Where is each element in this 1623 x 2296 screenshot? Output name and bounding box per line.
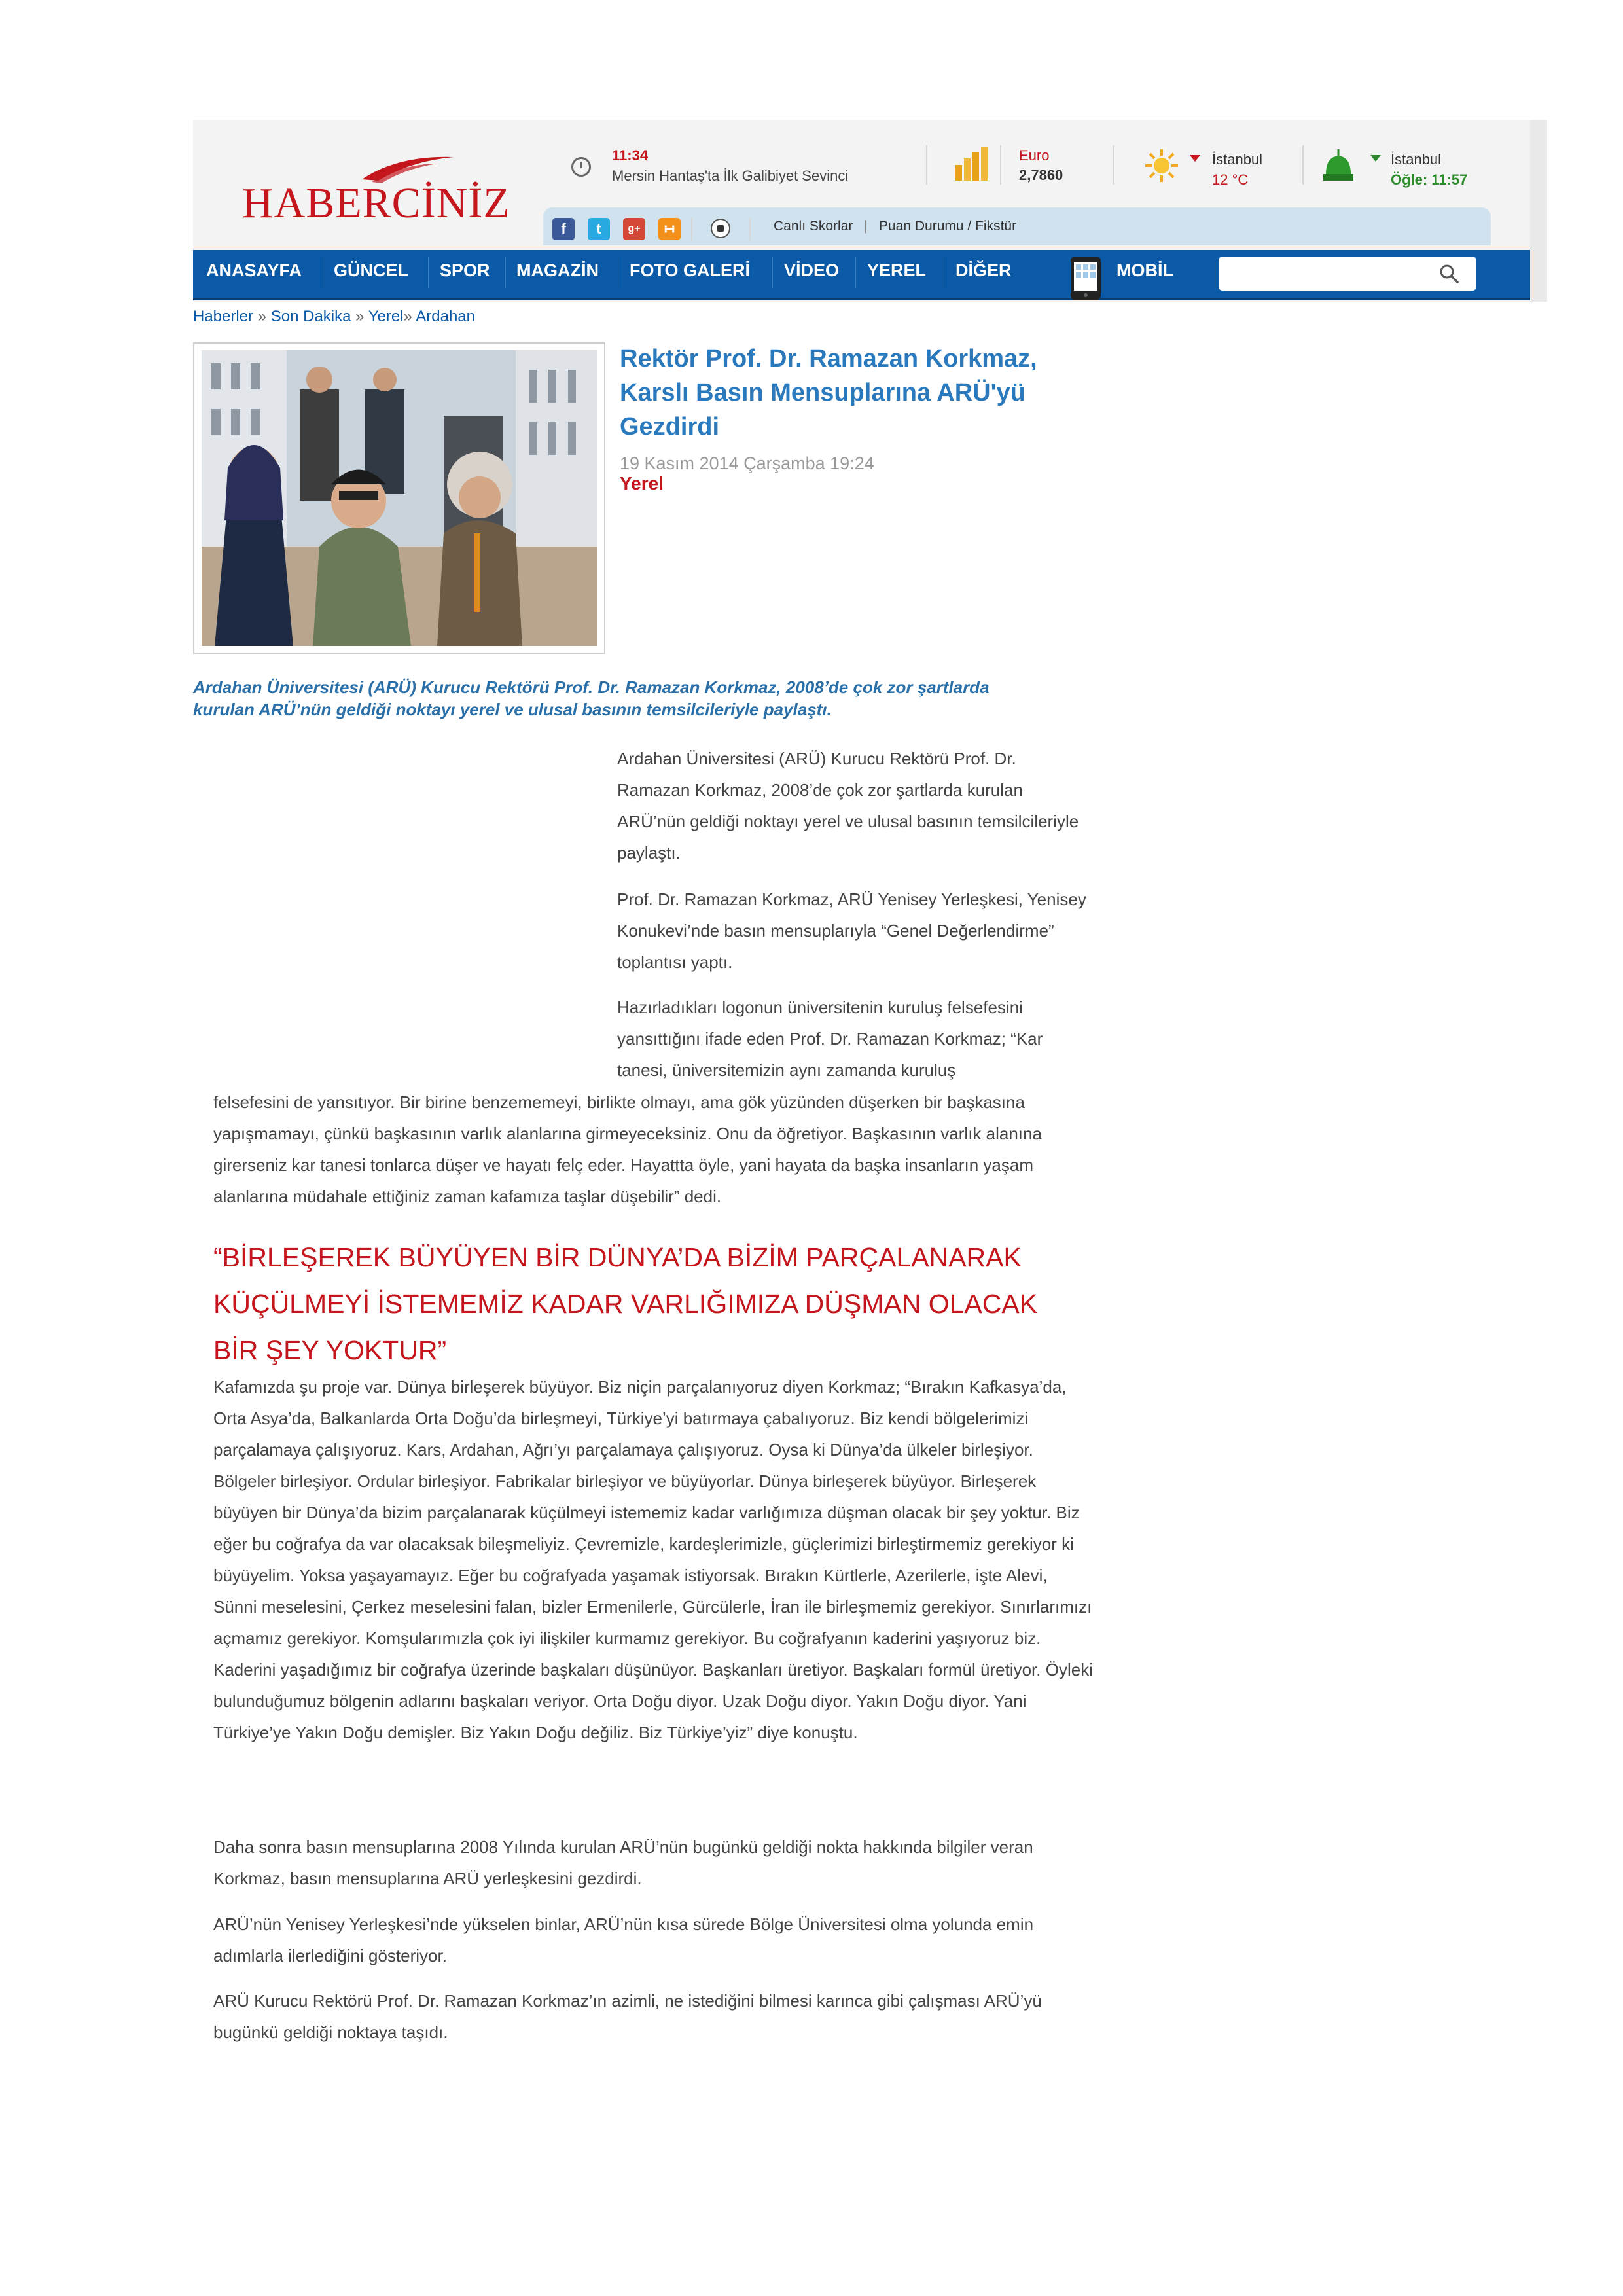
mosque-icon <box>1321 148 1356 183</box>
nav-item-spor[interactable]: SPOR <box>440 260 490 280</box>
nav-item-diger[interactable]: DİĞER <box>955 260 1012 280</box>
nav-item-yerel[interactable]: YEREL <box>867 260 927 280</box>
nav-item-foto-galeri[interactable]: FOTO GALERİ <box>630 260 751 280</box>
divider <box>749 218 751 240</box>
nav-divider <box>855 257 856 288</box>
article-paragraph: Hazırladıkları logonun üniversitenin kuruluş felsefesini yansıttığını ifade eden Prof. Dr. Ramazan Korkmaz; “Kar tanesi, üniversitemizin aynı zamanda kuruluş <box>617 997 1043 1080</box>
nav-divider <box>505 257 506 288</box>
news-ticker-time: 11:34 <box>612 147 649 164</box>
nav-item-guncel[interactable]: GÜNCEL <box>334 260 408 280</box>
breadcrumb-son-dakika[interactable]: Son Dakika <box>270 308 351 325</box>
standings-fixture-link[interactable]: Puan Durumu / Fikstür <box>879 219 1017 234</box>
soccer-ball-icon <box>711 219 730 238</box>
prayer-city[interactable]: İstanbul <box>1391 151 1442 168</box>
divider <box>1302 145 1304 185</box>
article-paragraph: felsefesini de yansıtıyor. Bir birine benzememeyi, birlikte olmayı, ama gök yüzünden düşerken bir başkasına yapışmamayı, çünkü başkasının varlık alanlarına girmeyeceksiniz. Onu da öğretiyor. Başkasının varlık alanına girerseniz kar tanesi tonlarca düşer ve hayatı felç eder. Hayattta öyle, yani hayata da başka insanların yaşam alanlarına müdahale ettiğiniz zaman kafamıza taşlar düşebilir” dedi. <box>213 1092 1042 1206</box>
currency-chart-icon <box>954 145 988 182</box>
search-icon[interactable] <box>1437 262 1461 285</box>
nav-item-magazin[interactable]: MAGAZİN <box>516 260 599 280</box>
divider <box>926 145 927 185</box>
prayer-city-dropdown-icon[interactable] <box>1370 155 1381 162</box>
article-paragraph: Prof. Dr. Ramazan Korkmaz, ARÜ Yenisey Yerleşkesi, Yenisey Konukevi’nde basın mensuplarıyla “Genel Değerlendirme” toplantısı yaptı. <box>617 889 1086 972</box>
logo-text: HABERCİNİZ <box>242 179 510 227</box>
nav-divider <box>772 257 773 288</box>
article-summary: Ardahan Üniversitesi (ARÜ) Kurucu Rektörü Prof. Dr. Ramazan Korkmaz, 2008’de çok zor şartlarda kurulan ARÜ’nün geldiği noktayı yerel ve ulusal basının temsilcileriyle paylaştı. <box>193 677 990 719</box>
divider <box>1113 145 1114 185</box>
article-date: 19 Kasım 2014 Çarşamba 19:24 <box>620 454 874 473</box>
breadcrumb <box>193 308 475 326</box>
divider <box>691 218 692 240</box>
breadcrumb-separator: » <box>253 308 271 325</box>
currency-name: Euro <box>1019 147 1050 164</box>
facebook-icon[interactable]: f <box>552 218 575 240</box>
breadcrumb-yerel[interactable]: Yerel <box>368 308 404 325</box>
mobile-phone-icon <box>1065 254 1107 301</box>
site-logo[interactable] <box>242 152 510 227</box>
clock-icon <box>571 157 591 177</box>
google-plus-icon[interactable]: g+ <box>623 218 645 240</box>
article-photo[interactable] <box>202 350 597 646</box>
social-links-bar <box>543 207 1491 245</box>
quote-heading: “BİRLEŞEREK BÜYÜYEN BİR DÜNYA’DA BİZİM PARÇALANARAK KÜÇÜLMEYİ İSTEMEMİZ KADAR VARLIĞIMIZA DÜŞMAN OLACAK BİR ŞEY YOKTUR” <box>213 1242 1038 1365</box>
breadcrumb-ardahan[interactable]: Ardahan <box>416 308 475 325</box>
news-ticker-headline[interactable]: Mersin Hantaş'ta İlk Galibiyet Sevinci <box>612 168 849 184</box>
nav-item-video[interactable]: VİDEO <box>784 260 840 280</box>
twitter-icon[interactable]: t <box>588 218 610 240</box>
breadcrumb-separator: » <box>351 308 368 325</box>
rss-icon[interactable]: ∺ <box>658 218 681 240</box>
article-category[interactable]: Yerel <box>620 473 664 493</box>
breadcrumb-separator: » <box>403 308 416 325</box>
prayer-time: Öğle: 11:57 <box>1391 171 1468 188</box>
live-scores-link[interactable]: Canlı Skorlar <box>774 219 853 234</box>
article-paragraph: Ardahan Üniversitesi (ARÜ) Kurucu Rektörü Prof. Dr. Ramazan Korkmaz, 2008’de çok zor şartlarda kurulan ARÜ’nün geldiği noktayı yerel ve ulusal basının temsilcileriyle paylaştı. <box>617 749 1079 863</box>
sun-icon <box>1144 148 1179 183</box>
nav-item-mobil[interactable]: MOBİL <box>1116 260 1173 280</box>
link-separator: | <box>864 219 868 234</box>
nav-item-anasayfa[interactable]: ANASAYFA <box>206 260 302 280</box>
article-paragraph: ARÜ Kurucu Rektörü Prof. Dr. Ramazan Korkmaz’ın azimli, ne istediğini bilmesi karınca gibi çalışması ARÜ’yü bugünkü geldiği noktaya taşıdı. <box>213 1991 1042 2042</box>
article-title: Rektör Prof. Dr. Ramazan Korkmaz, Karslı Basın Mensuplarına ARÜ'yü Gezdirdi <box>620 345 1037 440</box>
divider <box>1000 145 1001 185</box>
article-paragraph: Kafamızda şu proje var. Dünya birleşerek büyüyor. Biz niçin parçalanıyoruz diyen Korkmaz; “Bırakın Kafkasya’da, Orta Asya’da, Balkanlarda Orta Doğu’da birleşmeyi, Türkiye’yi batırmaya çabalıyoruz. Biz kendi bölgelerimizi parçalamaya çalışıyoruz. Kars, Ardahan, Ağrı’yı parçalamaya çalışıyoruz. Oysa ki Dünya’da ülkeler birleşiyor. Bölgeler birleşiyor. Ordular birleşiyor. Fabrikalar birleşiyor ve büyüyorlar. Dünya birleşerek büyüyor. Birleşerek büyüyen bir Dünya’da bizim parçalanarak küçülmeyi istememiz kadar varlığımıza düşman olacak bir şey yoktur. Biz eğer bu coğrafya da var olacaksak bileşmeliyiz. Çevremizle, kardeşlerimizle, güçlerimizi birleştirmemiz gerekiyor ki büyüyelim. Yoksa yaşayamayız. Eğer bu coğrafyada yaşamak istiyorsak. Bırakın Kürtlerle, Azerilerle, işte Alevi, Sünni meselesini, Çerkez meselesini falan, bizler Ermenilerle, Gürcülerle, İran ile birleşmemiz gerekiyor. Sınırlarımızı açmamız gerekiyor. Komşularımızla çok iyi ilişkiler kurmamız gerekiyor. Bu coğrafyanın kaderini yaşıyoruz biz. Kaderini yaşadığımız bir coğrafya üzerinde başkaları düşünüyor. Başkanları üretiyor. Başkaları formül üretiyor. Öyleki bulunduğumuz bölgenin adlarını başkaları veriyor. Orta Doğu diyor. Uzak Doğu diyor. Yakın Doğu diyor. Yani Türkiye’ye Yakın Doğu demişler. Biz Yakın Doğu değiliz. Biz Türkiye’yiz” diye konuştu. <box>213 1377 1093 1742</box>
breadcrumb-haberler[interactable]: Haberler <box>193 308 254 325</box>
article-paragraph: ARÜ’nün Yenisey Yerleşkesi’nde yükselen binlar, ARÜ’nün kısa sürede Bölge Üniversitesi olma yolunda emin adımlarla ilerlediğini gösteriyor. <box>213 1914 1034 1965</box>
currency-value: 2,7860 <box>1019 167 1063 183</box>
weather-city-dropdown-icon[interactable] <box>1190 155 1200 162</box>
article-paragraph: Daha sonra basın mensuplarına 2008 Yılında kurulan ARÜ’nün bugünkü geldiği nokta hakkında bilgiler veran Korkmaz, basın mensuplarına ARÜ yerleşkesini gezdirdi. <box>213 1837 1033 1888</box>
header-side-shadow <box>1530 120 1547 302</box>
weather-temperature: 12 °C <box>1212 171 1249 188</box>
nav-divider <box>428 257 429 288</box>
weather-city[interactable]: İstanbul <box>1212 151 1263 168</box>
